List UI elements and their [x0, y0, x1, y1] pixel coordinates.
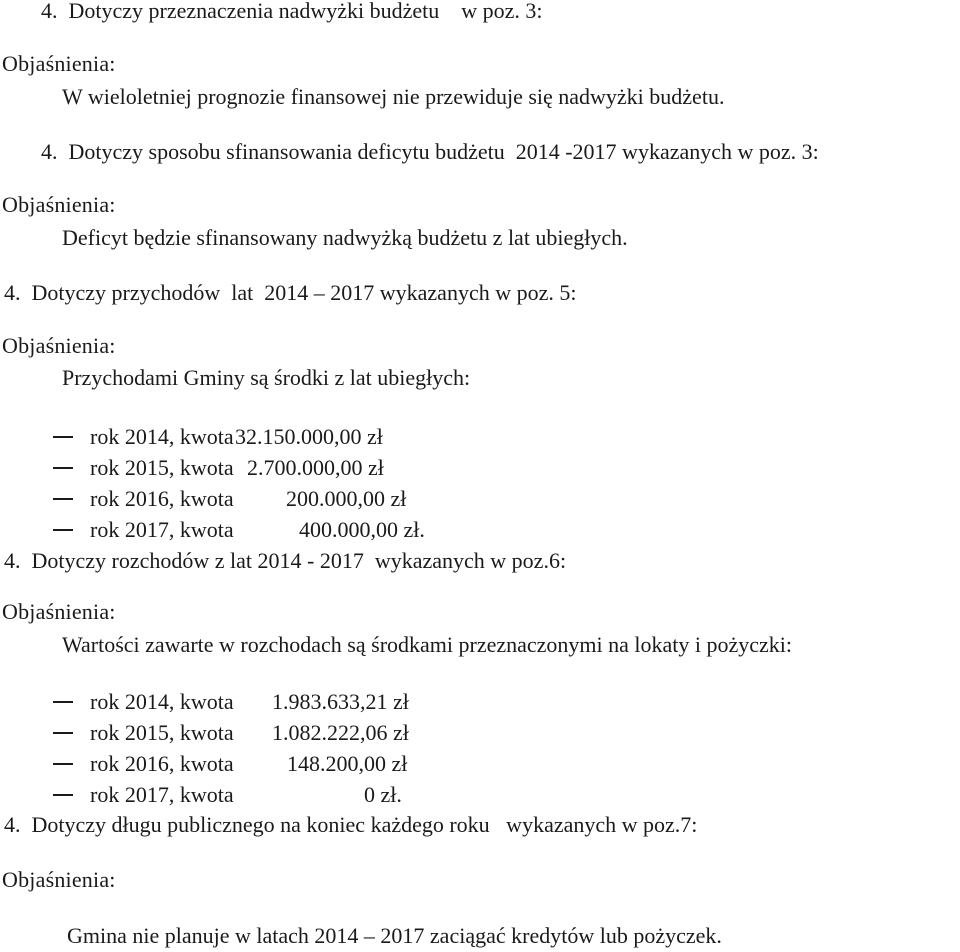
item-year: rok 2016, kwota: [90, 751, 234, 776]
item-amount: 148.200,00 zł: [287, 751, 408, 776]
section-2-text: Deficyt będzie sfinansowany nadwyżką budżetu z lat ubiegłych.: [62, 225, 628, 250]
section-3-heading: 4. Dotyczy przychodów lat 2014 – 2017 wykazanych w poz. 5:: [4, 280, 577, 305]
section-1-label: Objaśnienia:: [2, 51, 116, 76]
item-year: rok 2017, kwota: [90, 517, 234, 542]
item-amount: 32.150.000,00 zł: [235, 424, 383, 449]
item-year: rok 2017, kwota: [90, 782, 234, 807]
section-4-text: Wartości zawarte w rozchodach są środkami przeznaczonymi na lokaty i pożyczki:: [62, 632, 793, 657]
item-year: rok 2016, kwota: [90, 486, 234, 511]
section-4-heading: 4. Dotyczy rozchodów z lat 2014 - 2017 wykazanych w poz.6:: [4, 548, 567, 573]
item-amount: 1.082.222,06 zł: [272, 720, 409, 745]
section-4-label: Objaśnienia:: [2, 599, 116, 624]
item-amount: 2.700.000,00 zł: [247, 455, 384, 480]
section-5-text: Gmina nie planuje w latach 2014 – 2017 zaciągać kredytów lub pożyczek.: [67, 923, 722, 948]
section-2-label: Objaśnienia:: [2, 192, 116, 217]
item-amount: 1.983.633,21 zł: [272, 689, 409, 714]
item-amount: 200.000,00 zł: [286, 486, 407, 511]
item-amount: 400.000,00 zł.: [299, 517, 425, 542]
section-1-text: W wieloletniej prognozie finansowej nie przewiduje się nadwyżki budżetu.: [62, 84, 725, 109]
section-1-heading: 4. Dotyczy przeznaczenia nadwyżki budżetu w poz. 3:: [41, 0, 543, 23]
section-2-heading: 4. Dotyczy sposobu sfinansowania deficytu budżetu 2014 -2017 wykazanych w poz. 3:: [41, 139, 819, 164]
dash-bullet: [53, 794, 73, 796]
item-year: rok 2014, kwota: [90, 689, 234, 714]
dash-bullet: [53, 529, 73, 531]
section-5-heading: 4. Dotyczy długu publicznego na koniec każdego roku wykazanych w poz.7:: [4, 812, 698, 837]
section-5-label: Objaśnienia:: [2, 867, 116, 892]
item-amount: 0 zł.: [364, 782, 402, 807]
item-year: rok 2015, kwota: [90, 720, 234, 745]
section-3-label: Objaśnienia:: [2, 333, 116, 358]
item-year: rok 2015, kwota: [90, 455, 234, 480]
item-year: rok 2014, kwota: [90, 424, 234, 449]
section-3-text: Przychodami Gminy są środki z lat ubiegłych:: [62, 365, 471, 390]
